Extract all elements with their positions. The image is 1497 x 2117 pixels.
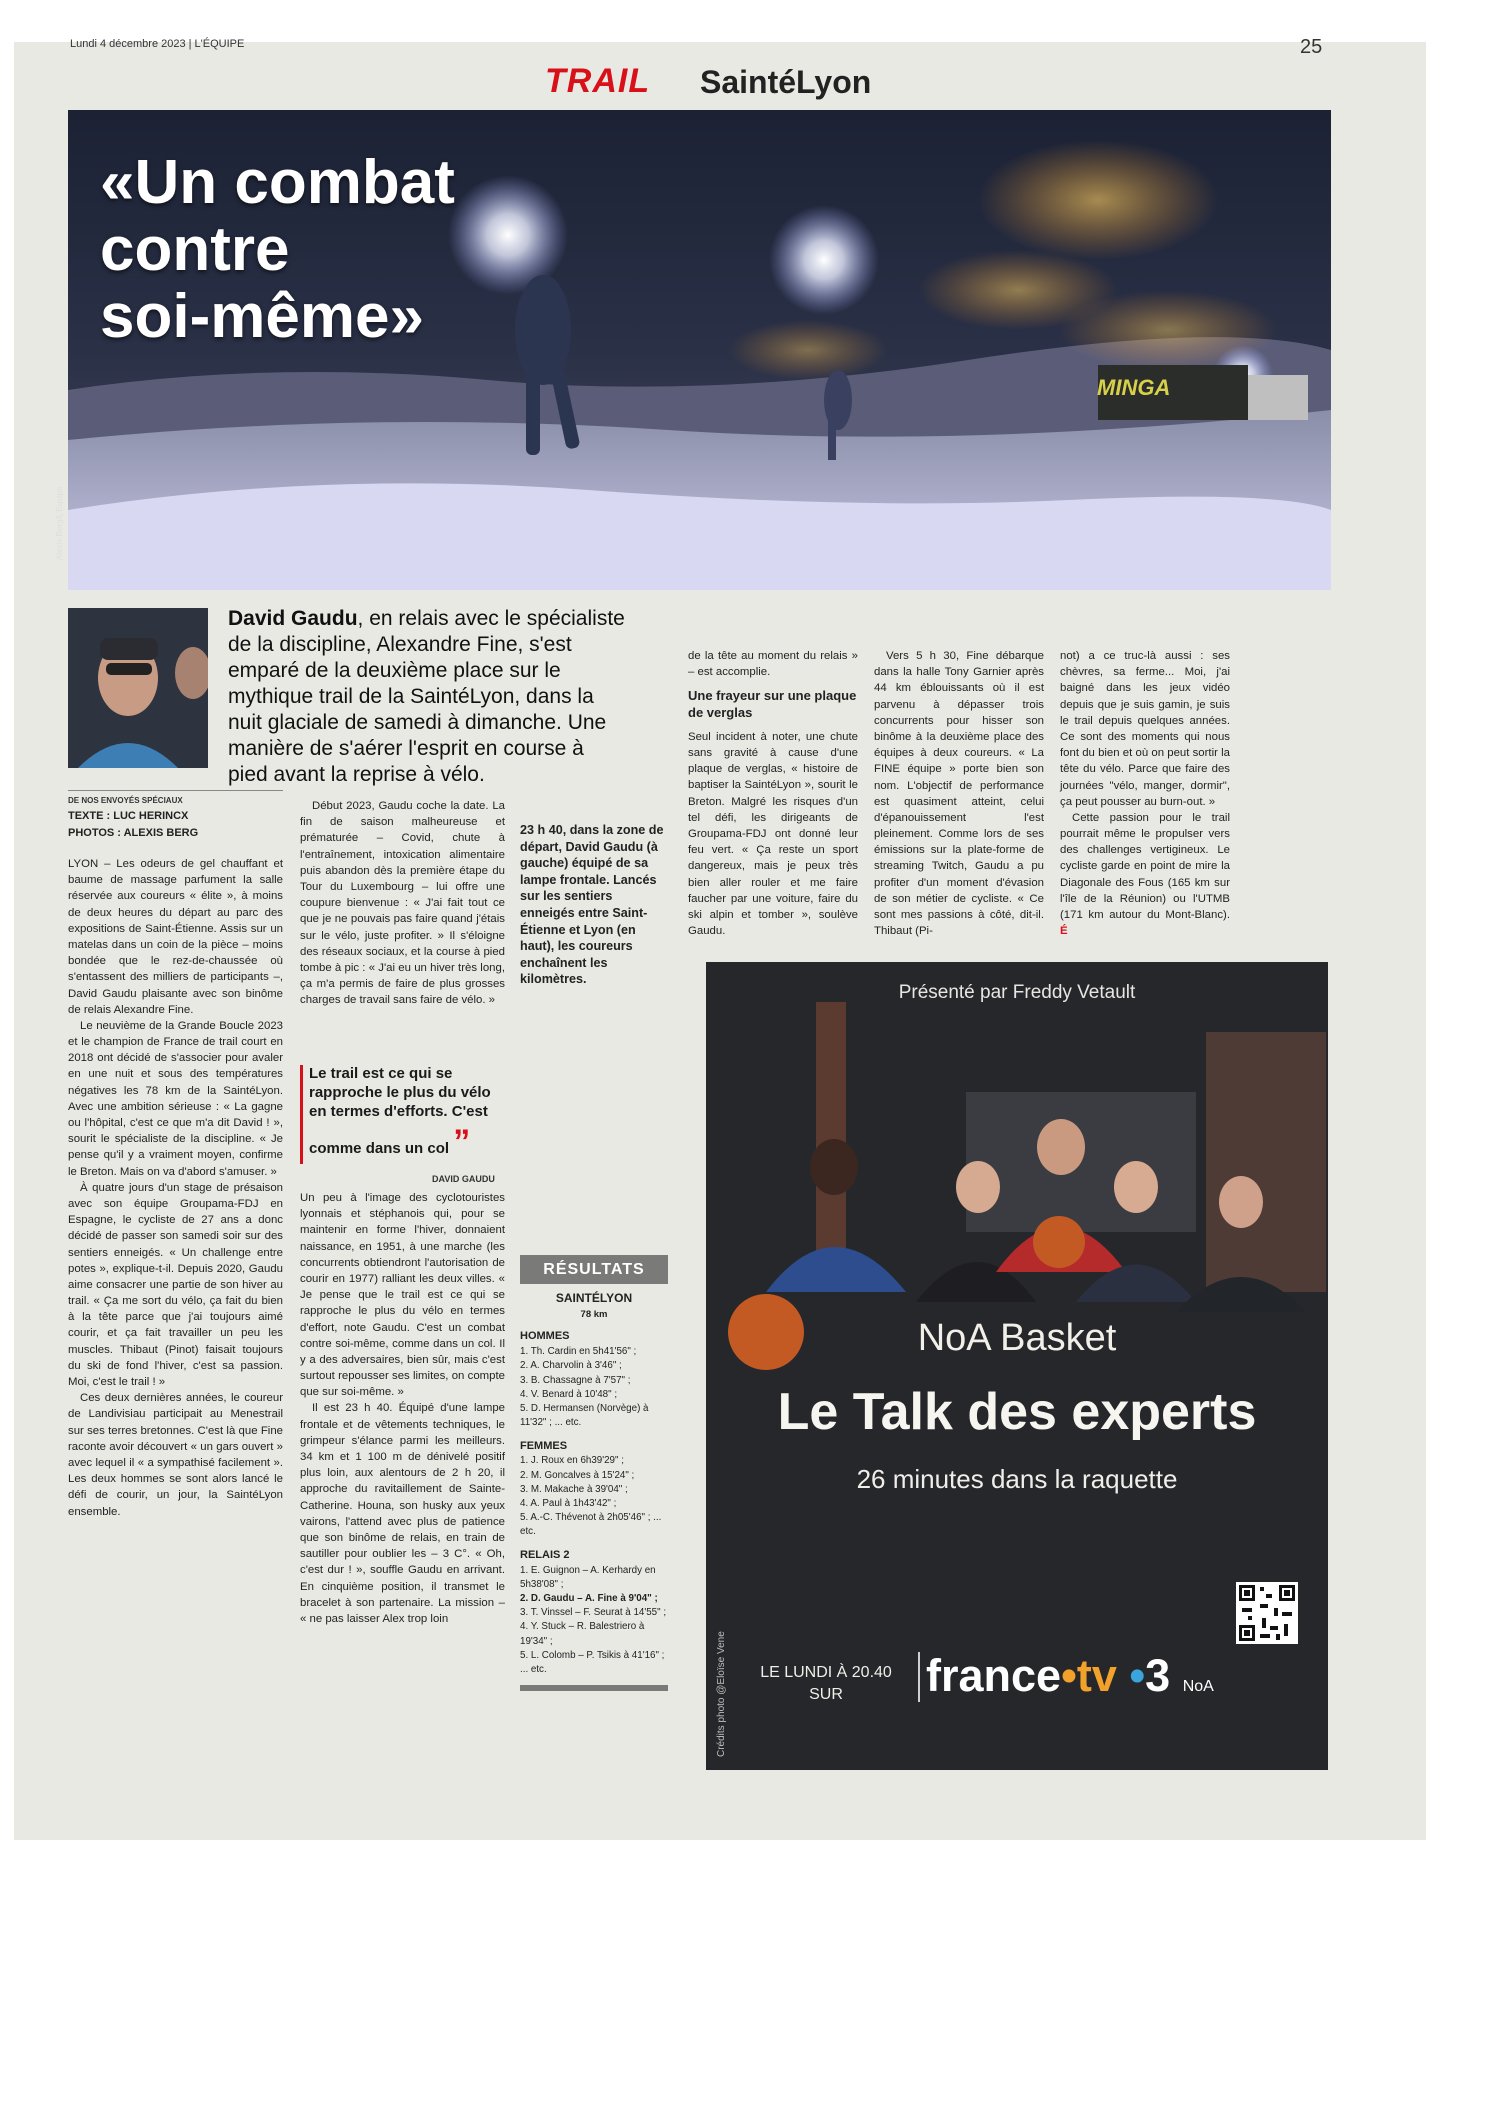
results-line: 4. A. Paul à 1h43'42" ; bbox=[520, 1498, 617, 1510]
headline-line-2: contre bbox=[100, 214, 290, 284]
chapo-text: , en relais avec le spécialiste de la discipline, Alexandre Fine, s'est emparé de la deuxième place sur le mythique trail de la SaintéLyon, dans la nuit glaciale de samedi à dimanche. Une manière de s'aérer l'esprit en course à pied avant la reprise à vélo. bbox=[228, 607, 625, 787]
article-column-3 bbox=[688, 648, 858, 939]
article-column-2a bbox=[300, 798, 505, 1008]
photo-caption: 23 h 40, dans la zone de départ, David Gaudu (à gauche) équipé de sa lampe frontale. Lancés sur les sentiers enneigés entre Saint-Étienne et Lyon (en haut), les coureurs enchaînent les kilomètres. bbox=[520, 823, 664, 987]
ad-schedule bbox=[736, 1662, 916, 1707]
results-line: 1. E. Guignon – A. Kerhardy en 5h38'08" ; bbox=[520, 1564, 656, 1590]
results-category bbox=[520, 1329, 668, 1430]
ad-presenter: Présenté par Freddy Vetault bbox=[898, 982, 1136, 1003]
portrait-illustration bbox=[68, 608, 208, 768]
results-line: 2. M. Goncalves à 15'24" ; bbox=[520, 1469, 635, 1481]
ad-title: Le Talk des experts bbox=[777, 1383, 1257, 1441]
col2-paragraph-2: Un peu à l'image des cyclotouristes lyonnais et stéphanois qui, pour se maintenir en forme l'hiver, donnaient naissance, en 1951, à une marche (les concurrents obtiendront l'autorisation de courir en 1977) ralliant les deux villes. « Je pense que le trail est ce qui se rapproche le plus du vélo en termes d'effort, note Gaudu. C'est un combat contre soi-même, comme dans un col. Il y a des adversaires, bien sûr, mais c'est surtout repousser ses limites, on compte que sur soi-même. » bbox=[300, 1192, 505, 1399]
col3-body: Seul incident à noter, une chute sans gravité à cause d'une plaque de verglas, « histoire de baptiser la SaintéLyon », sourit le Breton. Malgré les risques d'un tel défi, les dirigeants de Groupama-FDJ ont donné leur feu vert. « Ça reste un sport dangereux, mais je peux très bien aller rouler et me faire faucher par une voiture, faire du ski alpin et tomber », soulève Gaudu. bbox=[688, 730, 858, 938]
tv-advertisement[interactable] bbox=[706, 962, 1328, 1770]
divider bbox=[68, 790, 283, 791]
results-category-name: FEMMES bbox=[520, 1439, 568, 1452]
headline bbox=[100, 150, 455, 351]
channel-number: 3 bbox=[1145, 1650, 1171, 1701]
results-line-highlight: 2. D. Gaudu – A. Fine à 9'04" ; bbox=[520, 1593, 658, 1604]
channel-tv: tv bbox=[1076, 1650, 1117, 1701]
headline-line-3: soi-même» bbox=[100, 281, 424, 351]
chapo-lead-name: David Gaudu bbox=[228, 607, 358, 630]
results-line: 4. V. Benard à 10'48" ; bbox=[520, 1388, 618, 1400]
results-line: 2. A. Charvolin à 3'46" ; bbox=[520, 1360, 622, 1372]
ad-photo-credit: Crédits photo @Eloïse Vene bbox=[716, 1631, 727, 1757]
results-line: 3. B. Chassagne à 7'57" ; bbox=[520, 1374, 631, 1386]
col1-paragraph-4: Ces deux dernières années, le coureur de Landivisiau participait au Menestrail sur ses terres bretonnes. C'est là que Fine raconte avoir découvert « un gars ouvert » avec lequel il « a sympathisé facilement ». Les deux hommes se sont alors lancé le défi de courir, un jour, la SaintéLyon ensemble. bbox=[68, 1392, 283, 1518]
pull-quote-author: DAVID GAUDU bbox=[432, 1174, 495, 1184]
article-column-1 bbox=[68, 856, 283, 1520]
ad-brand: NoA Basket bbox=[917, 1317, 1117, 1359]
col3-subhead: Une frayeur sur une plaque de verglas bbox=[688, 688, 857, 720]
quote-mark-icon: ” bbox=[453, 1123, 471, 1162]
results-distance: 78 km bbox=[580, 1308, 608, 1320]
race-banner: MINGA bbox=[1097, 375, 1171, 400]
channel-dot-icon: • bbox=[1061, 1650, 1077, 1701]
qr-code-icon[interactable] bbox=[1236, 1582, 1298, 1644]
results-line: 3. T. Vinssel – F. Seurat à 14'55" ; bbox=[520, 1607, 667, 1619]
col2-paragraph-1: Début 2023, Gaudu coche la date. La fin de saison malheureuse et prématurée – Covid, chute à l'entraînement, intoxication alimentaire puis abandon dès la première étape du Tour du Luxembourg – lui offre une coupure bienvenue : « J'ai fait tout ce que je ne pouvais pas faire quand j'étais sur le vélo, juste profiter. » Il s'éloigne des réseaux sociaux, et la course à pied tombe à pic : « J'ai eu un hiver très long, ça m'a permis de faire de plus grosses charges de travail sans faire de vélo. » bbox=[300, 800, 505, 1007]
col1-paragraph-3: À quatre jours d'un stage de présaison avec son équipe Groupama-FDJ en Espagne, le cycliste de 27 ans a donc décidé de passer son samedi soir sur des sentiers enneigés. « Un challenge entre potes », explique-t-il. Depuis 2020, Gaudu aime consacrer une partie de son hiver au trail. « Ça me sort du vélo, ça fait du bien à la tête parce que j'ai toujours aimé courir, et ça fait travailler un peu les muscles. Thibaut (Pinot) faisait toujours du ski de fond l'hiver, c'est sa passion. Moi, c'est le trail ! » bbox=[68, 1181, 283, 1388]
article-chapo bbox=[228, 606, 628, 788]
pull-quote bbox=[300, 1065, 499, 1164]
portrait-photo bbox=[68, 608, 208, 768]
results-footer-bar bbox=[520, 1685, 668, 1691]
col5-paragraph-2-text: Cette passion pour le trail pourrait même le propulser vers des challenges vertigineux. Le cycliste garde en point de mire la Diagonale des Fous (165 km sur l'île de la Réunion) ou l'UTMB (171 km autour du Mont-Blanc). bbox=[1060, 811, 1230, 921]
dateline: Lundi 4 décembre 2023 | L'ÉQUIPE bbox=[70, 38, 245, 50]
results-title: RÉSULTATS bbox=[520, 1255, 668, 1284]
results-line: 5. A.-C. Thévenot à 2h05'46" ; ... etc. bbox=[520, 1512, 662, 1538]
results-line: 4. Y. Stuck – R. Balestriero à 19'34" ; bbox=[520, 1621, 645, 1647]
ad-background-illustration bbox=[706, 962, 1328, 1770]
end-mark: É bbox=[1060, 925, 1068, 938]
byline-envoyes: DE NOS ENVOYÉS SPÉCIAUX bbox=[68, 796, 183, 805]
results-category-name: HOMMES bbox=[520, 1330, 570, 1343]
article-column-5 bbox=[1060, 648, 1230, 939]
byline-photos: PHOTOS : ALEXIS BERG bbox=[68, 826, 199, 839]
page-number: 25 bbox=[1300, 36, 1323, 58]
results-line: 5. D. Hermansen (Norvège) à 11'32" ; ... etc. bbox=[520, 1403, 649, 1429]
col5-paragraph-2 bbox=[1060, 810, 1230, 940]
ad-divider bbox=[918, 1652, 920, 1702]
channel-logo bbox=[926, 1650, 1214, 1702]
ad-schedule-on: SUR bbox=[809, 1686, 843, 1704]
ad-subtitle: 26 minutes dans la raquette bbox=[856, 1464, 1178, 1494]
article-column-2b bbox=[300, 1190, 505, 1627]
results-category bbox=[520, 1439, 668, 1540]
results-line: 1. J. Roux en 6h39'29" ; bbox=[520, 1455, 624, 1467]
section-rubric: TRAIL bbox=[545, 62, 651, 100]
qr-code-pattern bbox=[1236, 1582, 1298, 1644]
results-category-name: RELAIS 2 bbox=[520, 1548, 570, 1561]
article-column-4 bbox=[874, 648, 1044, 939]
results-line: 1. Th. Cardin en 5h41'56" ; bbox=[520, 1346, 637, 1358]
col1-paragraph-1: LYON – Les odeurs de gel chauffant et baume de massage parfument la salle réservée aux coureurs « élite », à moins de deux heures du départ au parc des expositions de Saint-Étienne. Assis sur un matelas dans un coin de la pièce – moins bondée que le rez-de-chaussée où s'entassent des milliers de participants –, David Gaudu plaisante avec son binôme de relais Alexandre Fine. bbox=[68, 858, 283, 1016]
channel-name: france bbox=[926, 1650, 1062, 1701]
col4-body: Vers 5 h 30, Fine débarque dans la halle Tony Garnier après 44 km éblouissants où il est parvenu à dépasser trois concurrents pour hisser son binôme à la deuxième place des équipes à deux coureurs. « La FINE équipe » porte bien son nom. L'objectif de performance est quasiment atteint, celui d'épanouissement l'est pleinement. Comme lors de ses émissions sur la plate-forme de streaming Twitch, Gaudu a pu profiter d'un moment d'évasion de son métier de cycliste. « Ce sont mes passions à côté, dit-il. Thibaut (Pi- bbox=[874, 650, 1044, 938]
results-category bbox=[520, 1548, 668, 1678]
section-subrubric: SaintéLyon bbox=[700, 64, 872, 100]
results-race: SAINTÉLYON bbox=[555, 1291, 633, 1306]
photo-credit: Alexis Berg/L'Équipe bbox=[55, 486, 64, 560]
results-line: 5. L. Colomb – P. Tsikis à 41'16" ; ... etc. bbox=[520, 1649, 665, 1676]
col1-paragraph-2: Le neuvième de la Grande Boucle 2023 et le champion de France de trail court en 2018 ont décidé de s'associer pour avaler en une nuit et sous des températures négatives les 78 km de la SaintéLyon. Avec une ambition sérieuse : « La gagne ou l'hôpital, c'est ce que m'a dit David ! », sourit le spécialiste de la discipline. « Je pense qu'il y a vraiment moyen, confirme le Breton. Mais on va d'abord s'amuser. » bbox=[68, 1019, 283, 1178]
headline-line-1: «Un combat bbox=[100, 148, 455, 217]
channel-region: NoA bbox=[1182, 1678, 1214, 1695]
ad-schedule-day: LE LUNDI À 20.40 bbox=[760, 1664, 892, 1681]
col5-paragraph-1: not) a ce truc-là aussi : ses chèvres, sa ferme... Moi, j'ai baigné dans les jeux vidéo depuis que je suis gamin, je suis le trail depuis quelques années. Ce sont des moments qui nous font du bien et où on peut sortir la tête du vélo. Parce que faire des journées "vélo, manger, dormir", ça peut pousser au burn-out. » bbox=[1060, 650, 1230, 808]
col2-paragraph-3: Il est 23 h 40. Équipé d'une lampe frontale et de vêtements techniques, le grimpeur s'élance parmi les meilleurs. 34 km et 1 100 m de dénivelé positif plus loin, aux alentours de 2 h 20, il approche du ravitaillement de Sainte-Catherine. Houna, son husky aux yeux vairons, l'attend avec plus de patience que son binôme de relais, en train de sautiller pour oublier les – 3 C°. « Oh, c'est dur ! », souffle Gaudu en arrivant. En cinquième position, il transmet le bracelet à son partenaire. La mission – « ne pas laisser Alex trop loin bbox=[300, 1402, 505, 1625]
byline bbox=[68, 808, 198, 841]
results-line: 3. M. Makache à 39'04" ; bbox=[520, 1483, 628, 1495]
col3-top: de la tête au moment du relais » – est accomplie. bbox=[688, 650, 858, 679]
results-box bbox=[520, 1255, 668, 1691]
byline-text: TEXTE : LUC HERINCX bbox=[68, 810, 189, 822]
pull-quote-text: Le trail est ce qui se rapproche le plus du vélo en termes d'efforts. C'est comme dans un col bbox=[309, 1065, 491, 1158]
channel-dot-icon-2: • bbox=[1129, 1650, 1146, 1701]
